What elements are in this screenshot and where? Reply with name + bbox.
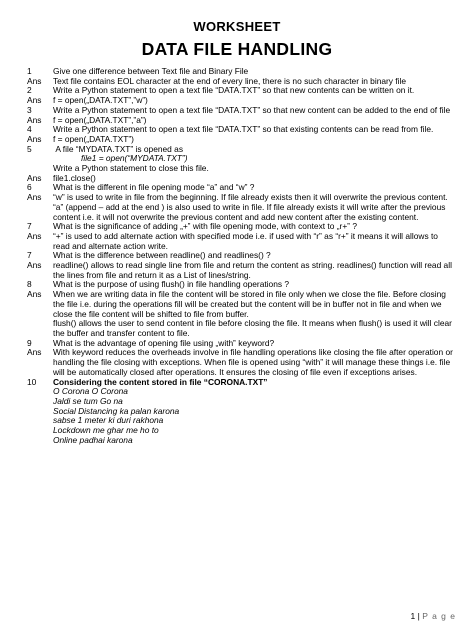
row-text: Write a Python statement to open a text file “DATA.TXT” so that existing contents can be read from file. [53, 124, 434, 135]
row-text: Give one difference between Text file and Binary File [53, 66, 249, 76]
row-text: Considering the content stored in file “CORONA.TXT” [53, 376, 268, 387]
answer-row [27, 203, 457, 222]
row-text: What is the significance of adding „+‟ with file opening mode, with context to „r+‟ ? [53, 221, 357, 232]
row-text: What is the different in file opening mode “a” and “w” ? [53, 182, 255, 193]
poem-text: Jaldi se tum Go na [53, 395, 123, 406]
row-text: What is the purpose of using flush() in file handling operations ? [53, 279, 290, 290]
answer-row [27, 319, 457, 338]
row-label: 5 [27, 143, 32, 154]
row-label: Ans [27, 75, 42, 86]
page-title: DATA FILE HANDLING [141, 39, 333, 59]
row-label: 3 [27, 104, 32, 115]
row-label: 7 [27, 250, 32, 261]
row-text: What is the difference between readline() and readlines() ? [53, 250, 271, 261]
row-text: “+” is used to add alternate action with specified mode i.e. if used with “r” as “r+” it means it will allows to read and alternate action write. [53, 230, 441, 251]
row-text: Write a Python statement to open a text file “DATA.TXT” so that new content can be added to the end of file [53, 104, 451, 115]
row-text: Text file contains EOL character at the end of every line, there is no such character in binary file [53, 75, 407, 86]
row-text: A file “MYDATA.TXT” is opened as [53, 143, 184, 154]
row-label: Ans [27, 114, 42, 125]
footer-separator: | [417, 611, 423, 621]
poem-text: Online padhai karona [53, 434, 133, 445]
row-text: Write a Python statement to close this file. [53, 163, 209, 174]
row-text: What is the advantage of opening file using „with‟ keyword? [53, 337, 275, 348]
row-text: Write a Python statement to open a text file “DATA.TXT” so that new contents can be written on it. [53, 85, 415, 96]
poem-text: Social Distancing ka palan karona [53, 405, 180, 416]
row-label: Ans [27, 347, 42, 358]
row-label: 2 [27, 85, 32, 96]
row-text: f = open(„DATA.TXT‟,”a”) [53, 114, 147, 125]
row-label: Ans [27, 95, 42, 106]
row-text: When we are writing data in file the content will be stored in file only when we close the file. Before closing the file i.e. during the operations fill will be created but the content will be in buffer not in file and when we close the file content will be shifted to file from buffer. [53, 289, 449, 319]
qa-list [27, 67, 457, 445]
page-footer [411, 611, 456, 621]
answer-row [27, 261, 457, 280]
answer-row [27, 348, 457, 377]
page-word: P a g e [422, 611, 456, 621]
row-label: 8 [27, 279, 32, 290]
poem-text: Lockdown me ghar me ho to [53, 425, 159, 436]
row-text: file1.close() [53, 172, 96, 183]
row-label: Ans [27, 260, 42, 271]
poem-text: O Corona O Corona [53, 386, 128, 397]
row-label: 10 [27, 376, 37, 387]
row-label: 7 [27, 221, 32, 232]
row-text: file1 = open(“MYDATA.TXT”) [81, 153, 188, 164]
row-label: 9 [27, 337, 32, 348]
row-text: f = open(„DATA.TXT‟,”w”) [53, 95, 148, 106]
worksheet-heading: WORKSHEET [193, 19, 281, 34]
row-text: With keyword reduces the overheads involve in file handling operations like closing the file after operation or handling the file closing with exceptions. When file is opened using “with” it will manage these things i.e. file will be automatically closed after operations. It ensures the closing of file even if exceptions arises. [53, 347, 456, 377]
row-text: f = open(„DATA.TXT”) [53, 133, 134, 144]
row-label: 4 [27, 124, 32, 135]
row-text: flush() allows the user to send content in file before closing the file. It means when flush() is used it will clear the buffer and transfer content to file. [53, 318, 455, 338]
row-label: Ans [27, 192, 42, 203]
row-label: 6 [27, 182, 32, 193]
row-text: “a” (append – add at the end ) is also used to write in file. If file already exists it will write after the previous content i.e. it will not overwrite the previous content and add new content after the existing content. [53, 201, 448, 222]
row-label: Ans [27, 289, 42, 300]
row-label: Ans [27, 230, 42, 241]
answer-row [27, 290, 457, 319]
row-label: Ans [27, 133, 42, 144]
row-label: 1 [27, 66, 32, 76]
poem-text: sabse 1 meter ki duri rakhona [53, 415, 164, 426]
poem-line [27, 436, 457, 446]
row-text: “w” is used to write in file from the beginning. If file already exists then it will overwrite the previous content. [53, 192, 448, 203]
row-text: readline() allows to read single line from file and return the content as string. readlines() function will read all the lines from file and return it as a List of lines/string. [53, 260, 455, 280]
page-number: 1 [410, 611, 416, 621]
answer-row [27, 232, 457, 251]
row-label: Ans [27, 172, 42, 183]
